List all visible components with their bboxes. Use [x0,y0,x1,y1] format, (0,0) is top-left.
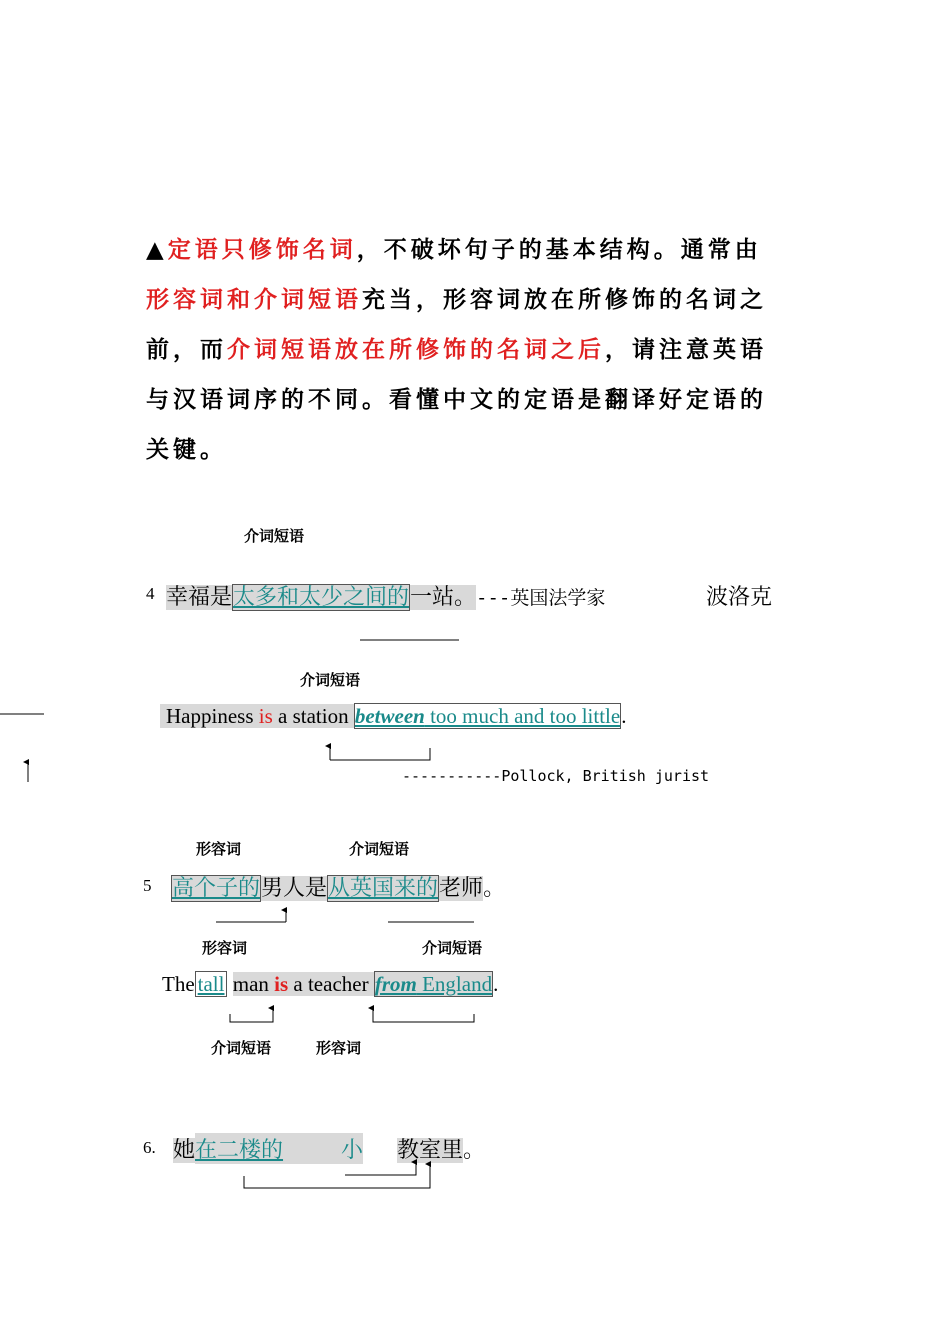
ex4-en-rest: too much and too little [424,704,621,728]
ex4-en-prep: between [354,704,425,728]
ex6-cn-room: 教室里 [397,1138,464,1163]
ex5-en-teacher: a teacher [288,972,374,996]
intro-part-4: 充当，形容词放在所修饰的名词之前，而 [146,287,767,363]
ex4-en-verb: is [258,704,273,728]
ex4-bracket [330,748,430,760]
ex6-cn-small: 小 [341,1138,364,1163]
ex5-en-arrow-1-icon [230,1008,273,1022]
ex5-cn-noun: 老师 [439,876,484,901]
ex5-label-prep-cn: 介词短语 [349,840,410,858]
ex5-en-arrow-2-icon [373,1008,474,1022]
ex5-bottom-label-adj: 形容词 [316,1039,362,1057]
ex6-arrow-1-icon [345,1162,416,1175]
ex4-cn-source: ---英国法学家 [476,587,606,609]
ex5-label-prep-en: 介词短语 [422,939,483,957]
ex4-label-cn: 介词短语 [244,527,305,545]
intro-part-1: 定语只修饰名词 [167,237,357,263]
ex5-en-from: from [374,972,417,996]
ex4-cn-author: 波洛克 [706,585,773,610]
ex4-cn-post: 一站。 [410,585,477,610]
ex6-cn-she: 她 [173,1138,196,1163]
ex5-label-adj-cn: 形容词 [196,840,242,858]
ex4-en-source: -----------Pollock, British jurist [402,767,710,785]
triangle-icon: ▲ [146,237,168,263]
ex5-cn-end: 。 [483,876,506,901]
ex5-cn-mid: 男人是 [261,876,328,901]
ex6-cn-end: 。 [463,1138,486,1163]
ex5-en-is: is [274,972,289,996]
ex5-cn-adj: 高个子的 [172,876,261,901]
ex5-en-man: man [232,972,275,996]
ex5-en-tall: tall [195,971,228,997]
ex4-en-mid: a station [272,704,354,728]
intro-part-3: 形容词和介词短语 [146,287,362,313]
ex5-number: 5 [143,876,152,895]
ex5-en-england: England [416,972,493,996]
ex6-number: 6. [143,1138,156,1157]
ex6-arrow-2-icon [244,1164,430,1188]
intro-part-5: 介词短语放在所修饰的名词之后 [227,337,605,363]
ex5-bottom-label-prep: 介词短语 [211,1039,272,1057]
ex5-cn-prep: 从英国来的 [328,876,439,901]
ex4-label-en: 介词短语 [300,671,361,689]
ex4-en-pre: Happiness [160,704,259,728]
intro-part-2: ，不破坏句子的基本结构。通常由 [356,237,762,263]
ex5-en-the: The [162,972,195,996]
ex4-number: 4 [146,584,155,603]
ex5-label-adj-en: 形容词 [202,939,248,957]
ex5-en-end: . [493,972,499,996]
intro-part-6: ，请注意英语与汉语词序的不同。看懂中文的定语是翻译好定语的关键。 [146,337,767,463]
ex4-cn-pre: 幸福是 [166,585,233,610]
ex6-cn-phrase-text: 在二楼的 [195,1138,284,1163]
ex4-cn-phrase: 太多和太少之间的 [233,585,410,610]
ex4-en-end: . [621,704,627,728]
